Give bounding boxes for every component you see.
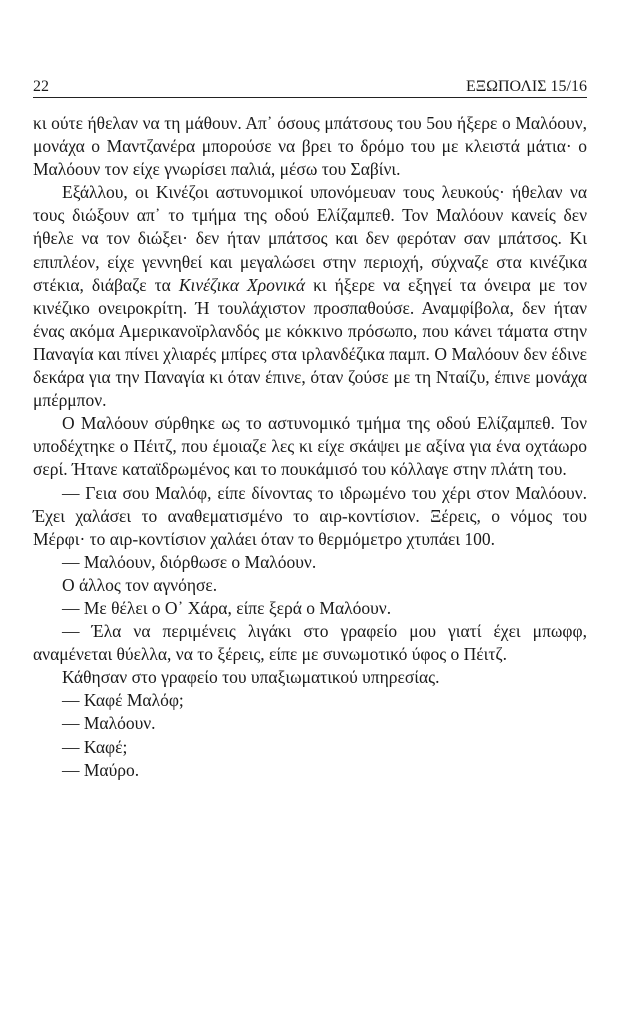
book-title: Κινέζικα Χρονικά bbox=[178, 274, 306, 295]
paragraph: Ο άλλος τον αγνόησε. bbox=[62, 574, 218, 595]
dialogue-paragraph: — Γεια σου Μαλόφ, είπε δίνοντας το ιδρωμένο του χέρι στον Μαλόουν. Έχει χαλάσει το αναθεματισμένο το αιρ-κοντίσιον. Ξέρεις, ο νόμος του Μέρφι· το αιρ-κοντίσιον χαλάει όταν το θερμόμετρο χτυπάει 100. bbox=[33, 482, 587, 549]
paragraph bbox=[33, 181, 587, 412]
paragraph-text: Εξάλλου, οι Κινέζοι αστυνομικοί υπονόμευαν τους λευκούς· ήθελαν να τους διώξουν απ᾽ το τμήμα της οδού Ελίζαμπεθ. Τον Μαλόουν κανείς δεν ήθελε να τον διώξει· δεν ήταν μπάτσος και δεν φερόταν σαν μπάτσος. Κι επιπλέον, είχε γεννηθεί και μεγαλώσει στην περιοχή, σύχναζε στα κινέζικα στέκια, διάβαζε τα bbox=[33, 182, 587, 295]
page-number: 22 bbox=[33, 78, 49, 95]
dialogue-paragraph: — Καφέ Μαλόφ; bbox=[62, 690, 184, 711]
dialogue-paragraph: — Με θέλει ο Ο᾽ Χάρα, είπε ξερά ο Μαλόουν. bbox=[62, 597, 392, 618]
paragraph: Κάθησαν στο γραφείο του υπαξιωματικού υπηρεσίας. bbox=[62, 667, 440, 688]
dialogue-paragraph: — Μαύρο. bbox=[62, 759, 140, 780]
paragraph: κι ούτε ήθελαν να τη μάθουν. Απ᾽ όσους μπάτσους του 5ου ήξερε ο Μαλόουν, μονάχα ο Μαντζανέρα μπορούσε να βρει το δρόμο του με κλειστά μάτια· ο Μαλόουν τον είχε γνωρίσει παλιά, μέσω του Σαβίνι. bbox=[33, 113, 587, 180]
dialogue-paragraph: — Μαλόουν, διόρθωσε ο Μαλόουν. bbox=[62, 551, 317, 572]
page-header bbox=[33, 77, 587, 98]
dialogue-paragraph: — Καφέ; bbox=[62, 736, 128, 757]
paragraph: Ο Μαλόουν σύρθηκε ως το αστυνομικό τμήμα της οδού Ελίζαμπεθ. Τον υποδέχτηκε ο Πέιτζ, που έμοιαζε λες κι είχε σκάψει με αξίνα για ένα οχτάωρο σερί. Ήτανε καταϊδρωμένος και το πουκάμισό του κόλλαγε στην πλάτη του. bbox=[33, 413, 587, 480]
dialogue-paragraph: — Έλα να περιμένεις λιγάκι στο γραφείο μου γιατί έχει μπωφφ, αναμένεται θύελλα, να το ξέρεις, είπε με συνωμοτικό ύφος ο Πέιτζ. bbox=[33, 621, 587, 665]
paragraph-text: κι ήξερε να εξηγεί τα όνειρα με τον κινέζικο ονειροκρίτη. Ή τουλάχιστον προσπαθούσε. Αναμφίβολα, δεν ήταν ένας ακόμα Αμερικανοϊρλανδός με κόκκινο πρόσωπο, που κάνει τάματα στην Παναγία και πίνει χλιαρές μπίρες στα ιρλανδέζικα παμπ. Ο Μαλόουν δεν έδινε δεκάρα για την Παναγία κι όταν έπινε, όταν ζούσε με τη Νταίζυ, έπινε μονάχα μπέρμπον. bbox=[33, 274, 588, 411]
running-title: ΕΞΩΠΟΛΙΣ 15/16 bbox=[466, 78, 587, 95]
body-text bbox=[33, 112, 587, 782]
dialogue-paragraph: — Μαλόουν. bbox=[62, 713, 156, 734]
